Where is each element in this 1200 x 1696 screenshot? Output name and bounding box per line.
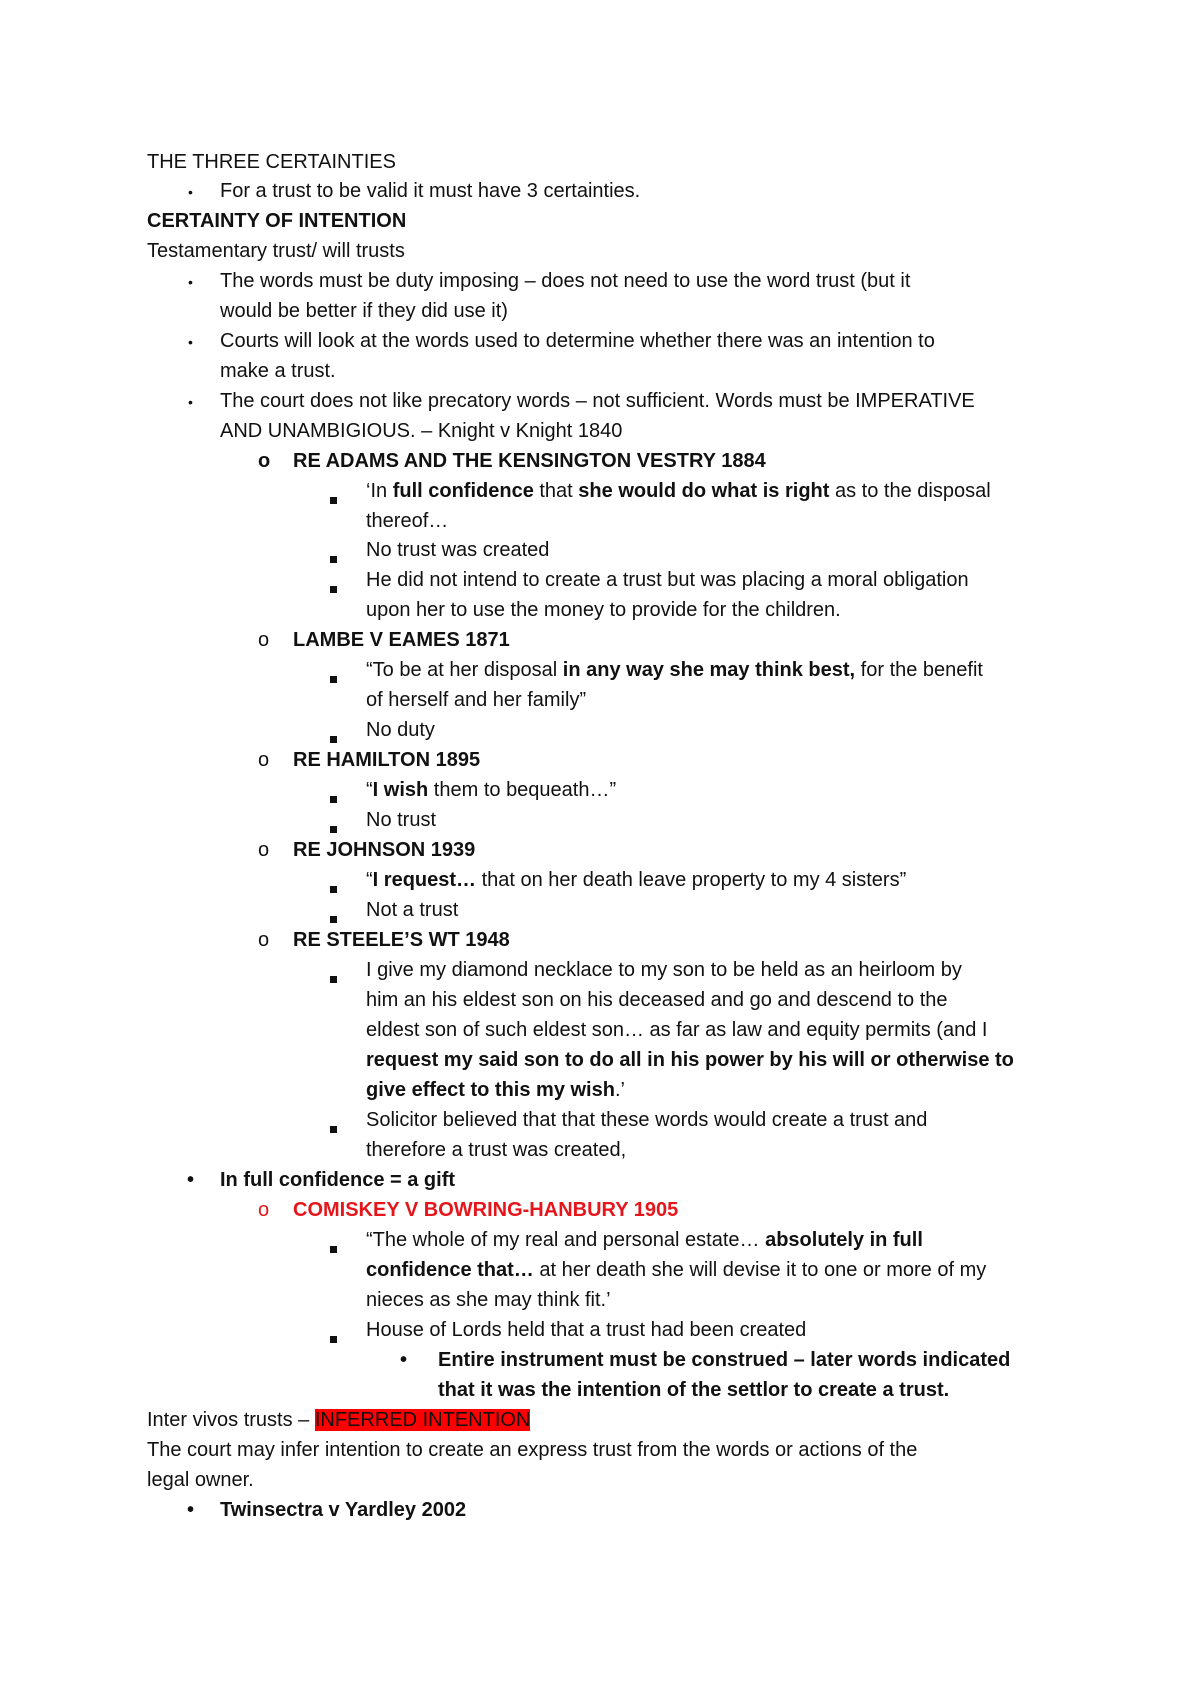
square-bullet-icon [330, 1236, 337, 1259]
steele-quote-line2: him an his eldest son on his deceased and go and descend to the [366, 989, 948, 1011]
square-bullet-icon [330, 726, 337, 749]
inferred-intention-highlight: INFERRED INTENTION [314, 1409, 531, 1431]
johnson-quote: “I request… that on her death leave property to my 4 sisters” [366, 869, 907, 891]
bullet-dot-icon: • [188, 274, 193, 290]
bullet-dot-icon: • [400, 1349, 408, 1371]
bullet-dot-icon: • [187, 1169, 195, 1191]
bullet-duty-line1: The words must be duty imposing – does not need to use the word trust (but it [220, 270, 911, 292]
bullet-dot-icon: • [188, 184, 193, 200]
bullet-courts-line1: Courts will look at the words used to determine whether there was an intention to [220, 330, 935, 352]
open-circle-icon: o [258, 839, 270, 861]
square-bullet-icon [330, 546, 337, 569]
testamentary-label: Testamentary trust/ will trusts [147, 240, 405, 262]
lambe-point-no-duty: No duty [366, 719, 435, 741]
square-bullet-icon [330, 576, 337, 599]
inter-vivos-para-line2: legal owner. [147, 1469, 254, 1491]
bullet-duty-line2: would be better if they did use it) [220, 300, 508, 322]
case-johnson-heading: RE JOHNSON 1939 [293, 839, 476, 861]
bullet-precatory-line2: AND UNAMBIGIOUS. – Knight v Knight 1840 [220, 420, 623, 442]
intro-bullet: For a trust to be valid it must have 3 certainties. [220, 180, 641, 202]
bullet-courts-line2: make a trust. [220, 360, 336, 382]
adams-quote-line2: thereof… [366, 510, 449, 532]
steele-quote-line5: give effect to this my wish.’ [366, 1079, 625, 1101]
lambe-quote-line2: of herself and her family” [366, 689, 587, 711]
open-circle-icon: o [258, 450, 271, 472]
case-adams-heading: RE ADAMS AND THE KENSINGTON VESTRY 1884 [293, 450, 766, 472]
square-bullet-icon [330, 876, 337, 899]
bullet-gift: In full confidence = a gift [220, 1169, 456, 1191]
square-bullet-icon [330, 816, 337, 839]
square-bullet-icon [330, 1326, 337, 1349]
steele-point-solicitor-line2: therefore a trust was created, [366, 1139, 627, 1161]
case-hamilton-heading: RE HAMILTON 1895 [293, 749, 481, 771]
bullet-dot-icon: • [188, 334, 193, 350]
steele-quote-line4: request my said son to do all in his power by his will or otherwise to [366, 1049, 1014, 1071]
adams-quote-line1: ‘In full confidence that she would do what is right as to the disposal [366, 480, 991, 502]
square-bullet-icon [330, 786, 337, 809]
open-circle-icon: o [258, 929, 270, 951]
square-bullet-icon [330, 966, 337, 989]
inter-vivos-para-line1: The court may infer intention to create an express trust from the words or actions of the [147, 1439, 918, 1461]
heading-certainty-of-intention: CERTAINTY OF INTENTION [147, 210, 407, 232]
hamilton-quote: “I wish them to bequeath…” [366, 779, 617, 801]
comiskey-sub-line2: that it was the intention of the settlor to create a trust. [438, 1379, 950, 1401]
lambe-quote-line1: “To be at her disposal in any way she may think best, for the benefit [366, 659, 983, 681]
open-circle-icon: o [258, 749, 270, 771]
comiskey-quote-line2: confidence that… at her death she will devise it to one or more of my [366, 1259, 987, 1281]
adams-point-moral-line2: upon her to use the money to provide for the children. [366, 599, 841, 621]
case-steele-heading: RE STEELE’S WT 1948 [293, 929, 510, 951]
adams-point-no-trust: No trust was created [366, 539, 550, 561]
johnson-point-not-a-trust: Not a trust [366, 899, 459, 921]
case-lambe-heading: LAMBE V EAMES 1871 [293, 629, 510, 651]
comiskey-sub-line1: Entire instrument must be construed – later words indicated [438, 1349, 1011, 1371]
steele-quote-line3: eldest son of such eldest son… as far as law and equity permits (and I [366, 1019, 988, 1041]
comiskey-quote-line1: “The whole of my real and personal estate… absolutely in full [366, 1229, 923, 1251]
bullet-dot-icon: • [188, 394, 193, 410]
square-bullet-icon [330, 666, 337, 689]
case-twinsectra: Twinsectra v Yardley 2002 [220, 1499, 467, 1521]
bullet-dot-icon: • [187, 1499, 195, 1521]
steele-quote-line1: I give my diamond necklace to my son to be held as an heirloom by [366, 959, 962, 981]
comiskey-quote-line3: nieces as she may think fit.’ [366, 1289, 611, 1311]
comiskey-point-lords: House of Lords held that a trust had been created [366, 1319, 807, 1341]
open-circle-icon: o [258, 1199, 270, 1221]
page-title: THE THREE CERTAINTIES [147, 151, 396, 173]
hamilton-point-no-trust: No trust [366, 809, 437, 831]
adams-point-moral-line1: He did not intend to create a trust but was placing a moral obligation [366, 569, 969, 591]
square-bullet-icon [330, 487, 337, 510]
inter-vivos-heading: Inter vivos trusts – INFERRED INTENTION [147, 1409, 531, 1431]
steele-point-solicitor-line1: Solicitor believed that that these words would create a trust and [366, 1109, 928, 1131]
open-circle-icon: o [258, 629, 270, 651]
case-comiskey-heading: COMISKEY V BOWRING-HANBURY 1905 [293, 1199, 679, 1221]
square-bullet-icon [330, 1116, 337, 1139]
square-bullet-icon [330, 906, 337, 929]
bullet-precatory-line1: The court does not like precatory words – not sufficient. Words must be IMPERATIVE [220, 390, 975, 412]
